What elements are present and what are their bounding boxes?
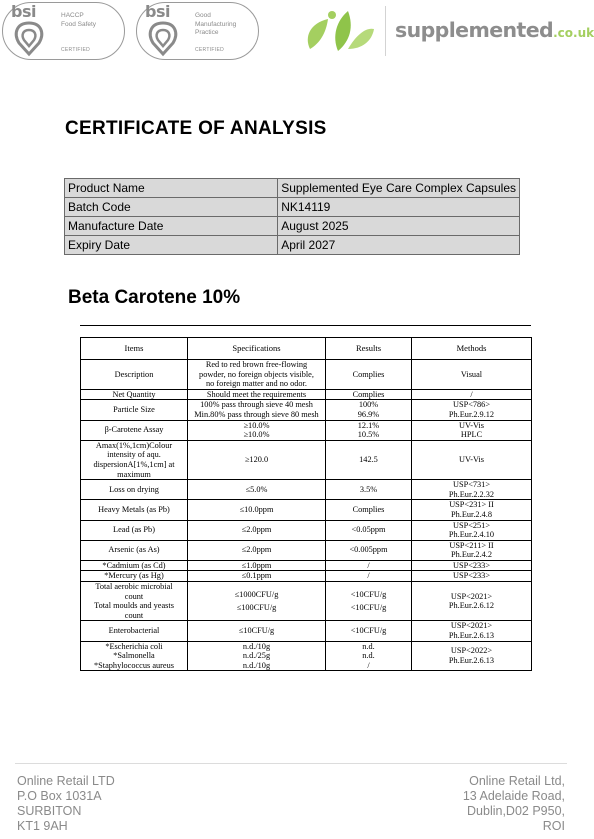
cell-method: / (412, 389, 532, 400)
info-label: Expiry Date (65, 236, 278, 255)
bsi-brand: bsi (11, 2, 36, 21)
cell-spec: Should meet the requirements (188, 389, 326, 400)
scan-top-rule (80, 325, 531, 326)
cell-result: / (326, 560, 412, 571)
table-row (65, 236, 520, 255)
cell-method: USP<786> Ph.Eur.2.9.12 (412, 400, 532, 420)
cell-spec: ≤2.0ppm (188, 520, 326, 540)
info-value: April 2027 (278, 236, 520, 255)
table-row (65, 179, 520, 198)
footer-address-ie: Online Retail Ltd, 13 Adelaide Road, Dublin,D02 P950, ROI (462, 774, 565, 833)
leaf-logo-icon (302, 9, 376, 53)
cell-item: Heavy Metals (as Pb) (81, 500, 188, 520)
analysis-table (80, 337, 532, 671)
badge-caption: Good Manufacturing Practice (195, 12, 237, 36)
cell-item: Loss on drying (81, 480, 188, 500)
cell-result: <0.05ppm (326, 520, 412, 540)
cell-item: *Cadmium (as Cd) (81, 560, 188, 571)
badge-caption: HACCP Food Safety (61, 12, 97, 28)
cell-method: Visual (412, 360, 532, 390)
column-header: Items (81, 338, 188, 360)
table-row (81, 400, 532, 420)
info-label: Manufacture Date (65, 217, 278, 236)
table-row (81, 540, 532, 560)
cell-result: 12.1% 10.5% (326, 420, 412, 440)
table-header-row (81, 338, 532, 360)
cell-spec: ≤0.1ppm (188, 571, 326, 582)
table-row (81, 389, 532, 400)
cell-item: *Escherichia coli *Salmonella *Staphylococcus aureus (81, 641, 188, 671)
bsi-brand: bsi (145, 2, 170, 21)
cell-spec: 100% pass through sieve 40 mesh Min.80% pass through sieve 80 mesh (188, 400, 326, 420)
cell-method: USP<211> II Ph.Eur.2.4.2 (412, 540, 532, 560)
cell-method: USP<233> (412, 571, 532, 582)
table-row (65, 198, 520, 217)
analysis-scan (80, 325, 531, 730)
cell-spec: ≥120.0 (188, 440, 326, 479)
bsi-gmp-badge (136, 2, 259, 60)
table-row (81, 360, 532, 390)
table-row (81, 571, 532, 582)
page-title: CERTIFICATE OF ANALYSIS (65, 118, 327, 139)
table-row (81, 480, 532, 500)
cell-spec: ≤5.0% (188, 480, 326, 500)
cell-item: Enterobacterial (81, 621, 188, 641)
cell-spec: Red to red brown free-flowing powder, no foreign objects visible, no foreign matter and no odor. (188, 360, 326, 390)
info-value: August 2025 (278, 217, 520, 236)
table-row (81, 621, 532, 641)
cell-result: Complies (326, 500, 412, 520)
table-row (81, 500, 532, 520)
info-label: Product Name (65, 179, 278, 198)
cell-result: <0.005ppm (326, 540, 412, 560)
info-value: NK14119 (278, 198, 520, 217)
cell-method: USP<231> II Ph.Eur.2.4.8 (412, 500, 532, 520)
cell-spec: ≤10CFU/g (188, 621, 326, 641)
bsi-haccp-badge (2, 2, 125, 60)
cell-method: USP<2021> Ph.Eur.2.6.13 (412, 621, 532, 641)
cell-spec: n.d./10g n.d./25g n.d./10g (188, 641, 326, 671)
cell-item: β-Carotene Assay (81, 420, 188, 440)
cell-method: UV-Vis (412, 440, 532, 479)
cell-result: Complies (326, 360, 412, 390)
cell-item: Description (81, 360, 188, 390)
cell-item: Amax(1%,1cm)Colour intensity of aqu. dispersionA[1%,1cm] at maximum (81, 440, 188, 479)
badge-certified-label: CERTIFIED (195, 47, 224, 53)
cell-spec: ≥10.0% ≥10.0% (188, 420, 326, 440)
cell-result: Complies (326, 389, 412, 400)
table-row (81, 641, 532, 671)
table-row (81, 520, 532, 540)
table-row (81, 582, 532, 621)
cell-item: Net Quantity (81, 389, 188, 400)
cell-spec: ≤1000CFU/g ≤100CFU/g (188, 582, 326, 621)
column-header: Methods (412, 338, 532, 360)
cell-method: USP<233> (412, 560, 532, 571)
cell-result: 100% 96.9% (326, 400, 412, 420)
cell-spec: ≤2.0ppm (188, 540, 326, 560)
cell-result: 3.5% (326, 480, 412, 500)
product-info-table (64, 178, 520, 255)
table-row (65, 217, 520, 236)
page-header (0, 0, 594, 66)
column-header: Specifications (188, 338, 326, 360)
cell-method: UV-Vis HPLC (412, 420, 532, 440)
cell-result: 142.5 (326, 440, 412, 479)
supplemented-logo: supplemented.co.uk (395, 18, 594, 42)
kitemark-icon (143, 19, 183, 57)
cell-result: / (326, 571, 412, 582)
cell-item: Total aerobic microbial count Total moulds and yeasts count (81, 582, 188, 621)
cell-method: USP<2021> Ph.Eur.2.6.12 (412, 582, 532, 621)
column-header: Results (326, 338, 412, 360)
cell-method: USP<731> Ph.Eur.2.2.32 (412, 480, 532, 500)
cell-item: Arsenic (as As) (81, 540, 188, 560)
section-title: Beta Carotene 10% (68, 287, 241, 308)
table-row (81, 420, 532, 440)
cell-result: n.d. n.d. / (326, 641, 412, 671)
footer-divider (15, 763, 567, 764)
cell-method: USP<2022> Ph.Eur.2.6.13 (412, 641, 532, 671)
cell-item: Lead (as Pb) (81, 520, 188, 540)
kitemark-icon (9, 19, 49, 57)
info-label: Batch Code (65, 198, 278, 217)
cell-item: Particle Size (81, 400, 188, 420)
cell-result: <10CFU/g <10CFU/g (326, 582, 412, 621)
cell-item: *Mercury (as Hg) (81, 571, 188, 582)
badge-certified-label: CERTIFIED (61, 47, 90, 53)
cell-spec: ≤10.0ppm (188, 500, 326, 520)
logo-divider (385, 6, 386, 56)
cell-result: <10CFU/g (326, 621, 412, 641)
table-row (81, 560, 532, 571)
table-row (81, 440, 532, 479)
footer-address-uk: Online Retail LTD P.O Box 1031A SURBITON KT1 9AH (17, 774, 115, 833)
cell-spec: ≤1.0ppm (188, 560, 326, 571)
cell-method: USP<251> Ph.Eur.2.4.10 (412, 520, 532, 540)
info-value: Supplemented Eye Care Complex Capsules (278, 179, 520, 198)
